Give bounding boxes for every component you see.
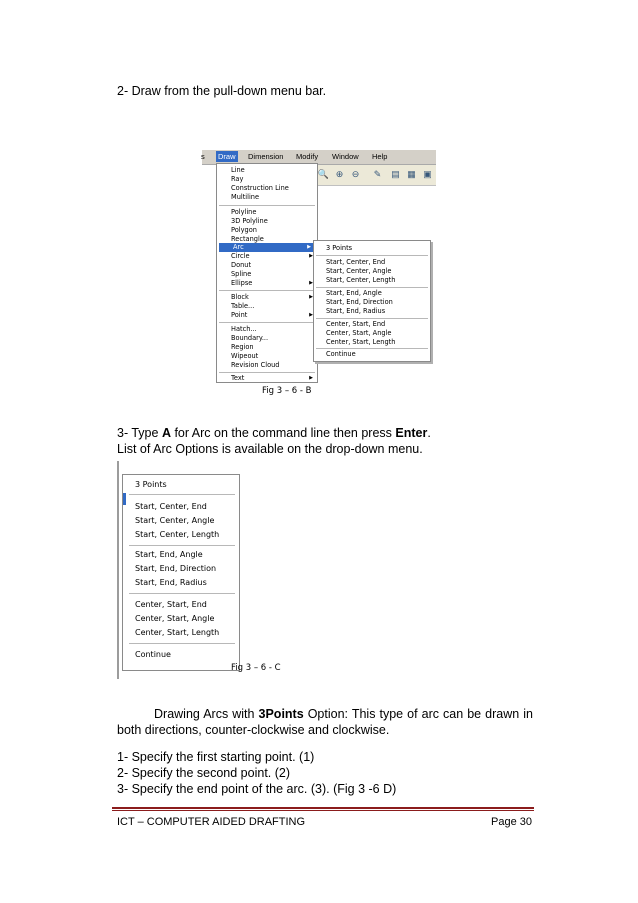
arc-start-center-angle[interactable]: Start, Center, Angle xyxy=(135,516,215,525)
sheet-set-icon[interactable]: ▣ xyxy=(423,169,432,179)
arc-center-start-end[interactable]: Center, Start, End xyxy=(326,320,386,328)
arc-start-end-direction[interactable]: Start, End, Direction xyxy=(326,298,393,306)
arc-3-points[interactable]: 3 Points xyxy=(135,480,167,489)
arc-continue[interactable]: Continue xyxy=(326,350,356,358)
menu-item-polygon[interactable]: Polygon xyxy=(231,226,257,234)
arc-start-center-length[interactable]: Start, Center, Length xyxy=(135,530,220,539)
step-3-text-line-2: List of Arc Options is available on the drop-down menu. xyxy=(117,442,423,456)
arc-center-start-angle[interactable]: Center, Start, Angle xyxy=(326,329,392,337)
step-2: 2- Specify the second point. (2) xyxy=(117,766,291,780)
menu-item-wipeout[interactable]: Wipeout xyxy=(231,352,259,360)
arc-center-start-end[interactable]: Center, Start, End xyxy=(135,600,207,609)
submenu-arrow-icon: ▶ xyxy=(309,312,313,318)
step-3: 3- Specify the end point of the arc. (3). (Fig 3 -6 D) xyxy=(117,782,397,796)
menu-dimension[interactable]: Dimension xyxy=(248,152,284,161)
properties-icon[interactable]: ✎ xyxy=(373,169,382,179)
menu-item-hatch[interactable]: Hatch... xyxy=(231,325,257,333)
menu-item-region[interactable]: Region xyxy=(231,343,254,351)
zoom-previous-icon[interactable]: ⊖ xyxy=(351,169,360,179)
menu-item-3d-polyline[interactable]: 3D Polyline xyxy=(231,217,268,225)
menu-item-text[interactable]: Text ▶ xyxy=(231,374,313,382)
menu-item-arc[interactable]: Arc ▶ xyxy=(219,243,315,252)
menu-help[interactable]: Help xyxy=(372,152,388,161)
step-3-text: 3- Type A for Arc on the command line then press Enter. xyxy=(117,426,431,440)
menu-item-rectangle[interactable]: Rectangle xyxy=(231,235,264,243)
arc-center-start-length[interactable]: Center, Start, Length xyxy=(326,338,396,346)
menu-window[interactable]: Window xyxy=(332,152,359,161)
draw-menu-screenshot xyxy=(202,137,436,381)
menu-item-polyline[interactable]: Polyline xyxy=(231,208,257,216)
menu-item-donut[interactable]: Donut xyxy=(231,261,252,269)
menu-item-boundary[interactable]: Boundary... xyxy=(231,334,269,342)
menu-item-ellipse[interactable]: Ellipse ▶ xyxy=(231,279,313,287)
toolbar xyxy=(315,165,436,186)
menu-draw[interactable]: Draw xyxy=(218,152,236,161)
menu-item-ray[interactable]: Ray xyxy=(231,175,244,183)
arc-options-screenshot xyxy=(117,461,240,679)
submenu-arrow-icon: ▶ xyxy=(309,280,313,286)
arc-continue[interactable]: Continue xyxy=(135,650,171,659)
arcs-paragraph: Drawing Arcs with 3Points Option: This type of arc can be drawn in both directions, counter-clockwise and clockwise. xyxy=(117,707,533,737)
arc-start-end-radius[interactable]: Start, End, Radius xyxy=(135,578,207,587)
arc-start-center-end[interactable]: Start, Center, End xyxy=(135,502,207,511)
footer-title: ICT – COMPUTER AIDED DRAFTING xyxy=(117,816,306,828)
arc-submenu xyxy=(313,240,431,362)
menu-item-table[interactable]: Table... xyxy=(231,302,255,310)
arc-start-end-angle[interactable]: Start, End, Angle xyxy=(135,550,203,559)
menu-item-construction-line[interactable]: Construction Line xyxy=(231,184,289,192)
footer-rule xyxy=(112,807,534,809)
arc-start-center-angle[interactable]: Start, Center, Angle xyxy=(326,267,392,275)
zoom-window-icon[interactable]: ⊕ xyxy=(335,169,344,179)
menu-bar: s Draw Dimension Modify Window Help xyxy=(202,150,436,165)
arc-options-menu xyxy=(122,474,240,671)
arc-start-end-angle[interactable]: Start, End, Angle xyxy=(326,289,382,297)
menu-modify[interactable]: Modify xyxy=(296,152,319,161)
menu-item-multiline[interactable]: Multiline xyxy=(231,193,260,201)
arc-start-center-length[interactable]: Start, Center, Length xyxy=(326,276,396,284)
step-1: 1- Specify the first starting point. (1) xyxy=(117,750,315,764)
step-2-text: 2- Draw from the pull-down menu bar. xyxy=(117,84,327,98)
submenu-arrow-icon: ▶ xyxy=(309,253,313,259)
arc-start-center-end[interactable]: Start, Center, End xyxy=(326,258,386,266)
draw-dropdown xyxy=(216,163,318,383)
arc-start-end-radius[interactable]: Start, End, Radius xyxy=(326,307,386,315)
figure-caption-c: Fig 3 – 6 - C xyxy=(231,663,281,673)
arc-3-points[interactable]: 3 Points xyxy=(326,244,353,252)
menu-item-spline[interactable]: Spline xyxy=(231,270,252,278)
arc-center-start-angle[interactable]: Center, Start, Angle xyxy=(135,614,215,623)
menu-item-circle[interactable]: Circle ▶ xyxy=(231,252,313,260)
menu-item-block[interactable]: Block ▶ xyxy=(231,293,313,301)
tool-palettes-icon[interactable]: ▦ xyxy=(407,169,416,179)
design-center-icon[interactable]: ▤ xyxy=(391,169,400,179)
submenu-arrow-icon: ▶ xyxy=(309,294,313,300)
menu-item-point[interactable]: Point ▶ xyxy=(231,311,313,319)
arc-center-start-length[interactable]: Center, Start, Length xyxy=(135,628,220,637)
submenu-arrow-icon: ▶ xyxy=(307,244,311,250)
arc-start-end-direction[interactable]: Start, End, Direction xyxy=(135,564,217,573)
menu-item-revision-cloud[interactable]: Revision Cloud xyxy=(231,361,280,369)
submenu-arrow-icon: ▶ xyxy=(309,375,313,381)
page-number: Page 30 xyxy=(491,816,532,828)
menu-item-line[interactable]: Line xyxy=(231,166,245,174)
figure-caption-b: Fig 3 – 6 - B xyxy=(262,386,312,396)
zoom-realtime-icon[interactable]: 🔍 xyxy=(317,169,330,179)
